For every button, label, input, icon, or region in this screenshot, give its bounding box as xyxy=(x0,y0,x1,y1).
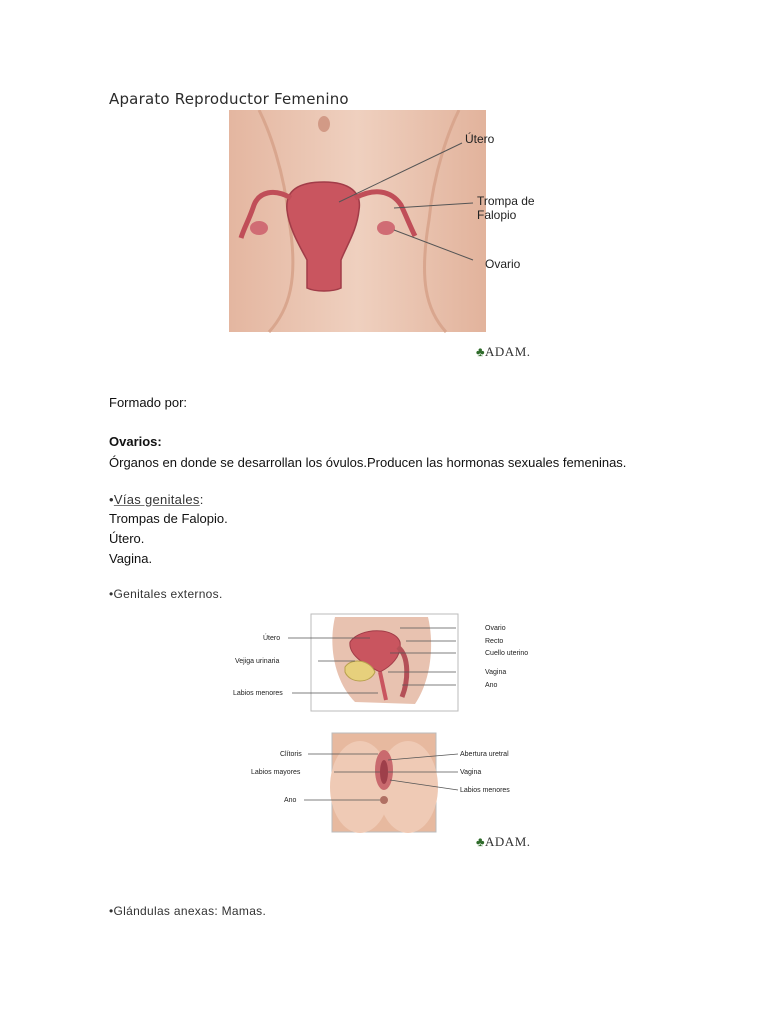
label-recto: Recto xyxy=(485,638,504,645)
ovary-right xyxy=(377,221,395,235)
colon: : xyxy=(199,492,204,507)
glandulas-text: •Glándulas anexas: Mamas. xyxy=(109,904,267,918)
leaf-icon: ♣ xyxy=(476,344,486,359)
ovarios-description: Órganos en donde se desarrollan los óvulos.Producen las hormonas sexuales femeninas. xyxy=(109,455,627,470)
list-item: Trompas de Falopio. xyxy=(109,511,228,526)
leaf-icon: ♣ xyxy=(476,834,486,849)
list-item: Vagina. xyxy=(109,551,153,566)
label-clitoris: Clítoris xyxy=(280,751,302,758)
ovarios-heading: Ovarios: xyxy=(109,434,162,449)
page-title: Aparato Reproductor Femenino xyxy=(109,90,349,108)
label-labios-menores-side: Labios menores xyxy=(233,690,283,697)
vias-genitales-line xyxy=(109,492,204,507)
label-vejiga: Vejiga urinaria xyxy=(235,658,280,665)
bullet: • xyxy=(109,492,114,507)
ovary-left xyxy=(250,221,268,235)
label-trompa-1: Trompa de xyxy=(477,194,535,208)
label-trompa-2: Falopio xyxy=(477,208,517,222)
label-vagina-side: Vagina xyxy=(485,669,507,676)
genitales-externos-text: •Genitales externos. xyxy=(109,587,223,601)
vias-genitales-link[interactable]: Vías genitales xyxy=(113,492,200,507)
label-ano-front: Ano xyxy=(284,797,297,804)
label-labios-mayores: Labios mayores xyxy=(251,769,301,776)
label-utero-side: Útero xyxy=(263,635,281,642)
sagittal-figure xyxy=(230,612,540,714)
adam-credit-1: ♣ADAM. xyxy=(476,344,531,359)
label-utero: Útero xyxy=(465,132,495,146)
label-vagina-front: Vagina xyxy=(460,769,482,776)
uterus-figure xyxy=(229,110,549,365)
adam-credit-2: ♣ADAM. xyxy=(476,834,531,849)
label-abertura-uretral: Abertura uretral xyxy=(460,751,509,758)
label-ovario-side: Ovario xyxy=(485,625,506,632)
label-labios-menores-front: Labios menores xyxy=(460,787,510,794)
label-ano-side: Ano xyxy=(485,682,498,689)
external-figure xyxy=(248,732,548,834)
label-ovario: Ovario xyxy=(485,257,521,271)
navel xyxy=(318,116,330,132)
label-cuello-uterino: Cuello uterino xyxy=(485,650,529,657)
list-item: Útero. xyxy=(109,531,145,546)
formado-text: Formado por: xyxy=(109,395,188,410)
